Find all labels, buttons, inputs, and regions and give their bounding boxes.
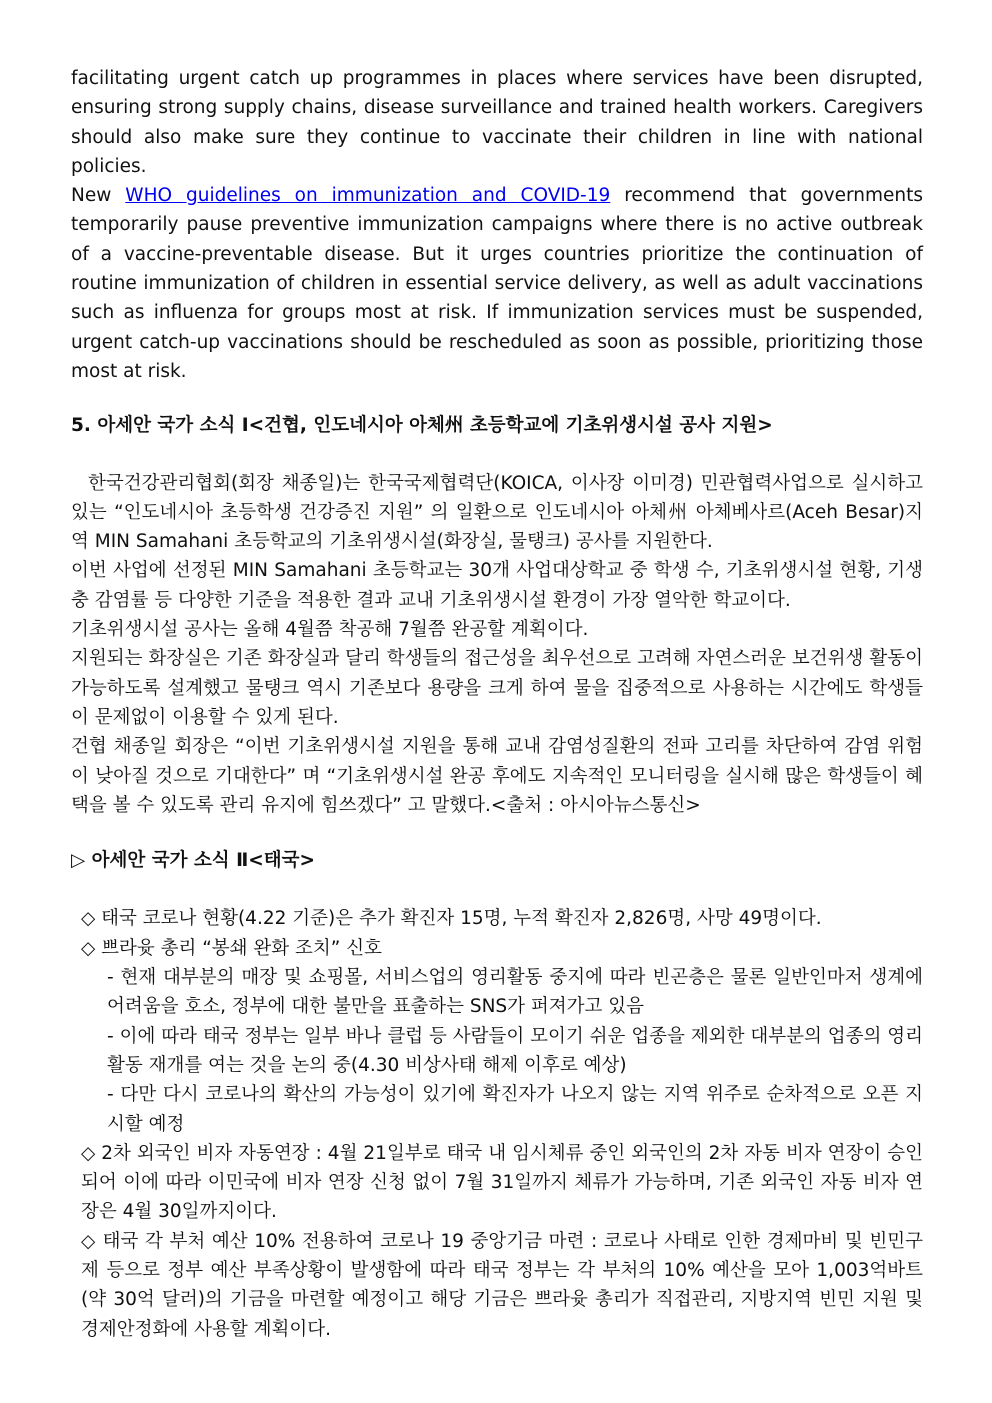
- thailand-bullet-3: ◇ 2차 외국인 비자 자동연장 : 4월 21일부로 태국 내 임시체류 중인 외국인의 2차 자동 비자 연장이 승인되어 이에 따라 이민국에 비자 연장 신청 없이 7월 31일까지 체류가 가능하며, 기존 외국인 자동 비자 연장은 4월 30일까지이다.: [81, 1142, 923, 1223]
- who-paragraph-2: [71, 181, 923, 386]
- thailand-bullet-2: ◇ 쁘라윳 총리 “봉쇄 완화 조치” 신호: [81, 937, 383, 959]
- spacer: [71, 820, 923, 846]
- document-content: [71, 64, 923, 1344]
- section-6-heading: ▷ 아세안 국가 소식 Ⅱ<태국>: [71, 850, 316, 872]
- section-5-paragraph-4: 지원되는 화장실은 기존 화장실과 달리 학생들의 접근성을 최우선으로 고려해 자연스러운 보건위생 활동이 가능하도록 설계했고 물탱크 역시 기존보다 용량을 크게 하여 물을 집중적으로 사용하는 시간에도 학생들이 문제없이 이용할 수 있게 된다.: [71, 648, 923, 728]
- thailand-bullet-1: ◇ 태국 코로나 현황(4.22 기준)은 추가 확진자 15명, 누적 확진자 2,826명, 사망 49명이다.: [81, 908, 822, 930]
- section-5-paragraph-2: 이번 사업에 선정된 MIN Samahani 초등학교는 30개 사업대상학교 중 학생 수, 기초위생시설 현황, 기생충 감염률 등 다양한 기준을 적용한 결과 교내 기초위생시설 환경이 가장 열악한 학교이다.: [71, 560, 923, 611]
- section-5-paragraph-3: 기초위생시설 공사는 올해 4월쯤 착공해 7월쯤 완공할 계획이다.: [71, 619, 589, 641]
- spacer: [71, 441, 923, 469]
- who-paragraph-1: facilitating urgent catch up programmes in places where services have been disrupted, ensuring strong supply chains, disease surveillance and trained health workers. Caregivers should also make sure they continue to vaccinate their children in line with national policies.: [71, 68, 923, 177]
- thailand-dash-2: - 이에 따라 태국 정부는 일부 바나 클럽 등 사람들이 모이기 쉬운 업종을 제외한 대부분의 업종의 영리활동 재개를 여는 것을 논의 중(4.30 비상사태 해제 이후로 예상): [107, 1025, 923, 1076]
- spacer: [71, 386, 923, 411]
- thailand-dash-3: - 다만 다시 코로나의 확산의 가능성이 있기에 확진자가 나오지 않는 지역 위주로 순차적으로 오픈 지시할 예정: [107, 1084, 923, 1135]
- who-guidelines-link[interactable]: WHO guidelines on immunization and COVID-19: [125, 185, 611, 207]
- thailand-bullet-4: ◇ 태국 각 부처 예산 10% 전용하여 코로나 19 중앙기금 마련 : 코로나 사태로 인한 경제마비 및 빈민구제 등으로 정부 예산 부족상황이 발생함에 따라 태국 정부는 각 부처의 10% 예산을 모아 1,003억바트(약 30억 달러)의 기금을 마련할 예정이고 해당 기금은 쁘라윳 총리가 직접관리, 지방지역 빈민 지원 및 경제안정화에 사용할 계획이다.: [81, 1230, 923, 1340]
- section-5-heading: 5. 아세안 국가 소식 Ⅰ<건협, 인도네시아 아체州 초등학교에 기초위생시설 공사 지원>: [71, 415, 773, 437]
- who-paragraph-2-rest: recommend that governments temporarily pause preventive immunization campaigns where there is no active outbreak of a vaccine-preventable disease. But it urges countries prioritize the continuation of routine immunization of children in essential service delivery, as well as adult vaccinations such as influenza for groups most at risk. If immunization services must be suspended, urgent catch-up vaccinations should be rescheduled as soon as possible, prioritizing those most at risk.: [71, 185, 923, 382]
- section-5-paragraph-5: 건협 채종일 회장은 “이번 기초위생시설 지원을 통해 교내 감염성질환의 전파 고리를 차단하여 감염 위험이 낮아질 것으로 기대한다” 며 “기초위생시설 완공 후에도 지속적인 모니터링을 실시해 많은 학생들이 혜택을 볼 수 있도록 관리 유지에 힘쓰겠다” 고 말했다.<출처 : 아시아뉴스통신>: [71, 736, 923, 816]
- who-paragraph-2-lead: New: [71, 185, 112, 207]
- spacer: [71, 875, 923, 904]
- section-5-paragraph-1: 한국건강관리협회(회장 채종일)는 한국국제협력단(KOICA, 이사장 이미경) 민관협력사업으로 실시하고 있는 “인도네시아 초등학생 건강증진 지원” 의 일환으로 인도네시아 아체州 아체베사르(Aceh Besar)지역 MIN Samahani 초등학교의 기초위생시설(화장실, 물탱크) 공사를 지원한다.: [71, 472, 923, 553]
- thailand-dash-1: - 현재 대부분의 매장 및 쇼핑몰, 서비스업의 영리활동 중지에 따라 빈곤층은 물론 일반인마저 생계에 어려움을 호소, 정부에 대한 불만을 표출하는 SNS가 퍼져가고 있음: [107, 967, 923, 1018]
